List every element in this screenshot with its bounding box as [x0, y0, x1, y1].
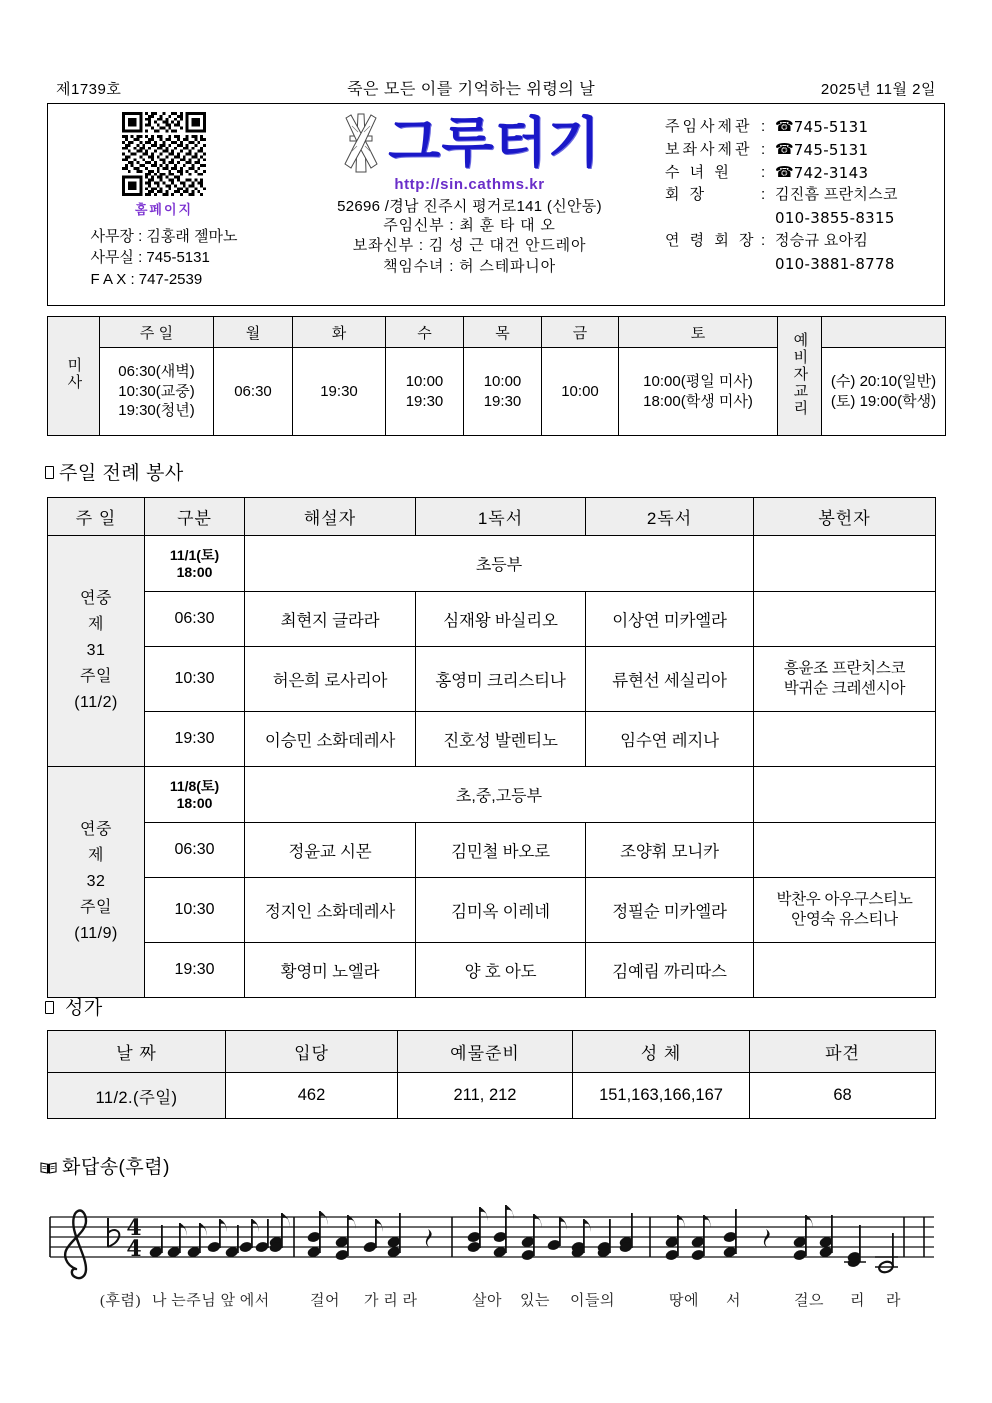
lyric-syllable: 가 리 라 [364, 1293, 418, 1309]
svg-text:4: 4 [126, 1236, 142, 1262]
lyric-syllable: 나 는주님 앞 에서 [152, 1293, 270, 1309]
liturgy-time: 06:30 [145, 592, 245, 647]
contact-label: 연 령 회 장 [665, 231, 757, 249]
contact-row [665, 230, 944, 253]
mass-time-mon: 06:30 [214, 348, 293, 436]
liturgy-time: 06:30 [145, 823, 245, 878]
contact-row [665, 207, 944, 230]
homepage-label: 홈페이지 [134, 202, 194, 217]
liturgy-vigil-offering [754, 536, 936, 592]
mass-col-sunday: 주 일 [100, 317, 214, 348]
contact-value: 745-5131 [793, 140, 869, 159]
liturgy-commentator: 황영미 노엘라 [245, 943, 416, 998]
colon: : [761, 140, 766, 158]
table-row [48, 592, 936, 647]
liturgy-offering: 흥윤조 프란치스코 박귀순 크레센시아 [754, 647, 936, 712]
liturgy-reading2: 이상연 미카엘라 [586, 592, 754, 647]
liturgy-offering [754, 712, 936, 767]
liturgy-section [47, 497, 935, 998]
liturgy-vigil-time: 11/1(토) 18:00 [145, 536, 245, 592]
lyric-syllable: (후렴) [100, 1293, 141, 1309]
telephone-icon: ☎ [775, 163, 794, 181]
liturgy-section-title-text: 주일 전례 봉사 [59, 463, 184, 484]
liturgy-col-commentator: 해설자 [245, 498, 416, 536]
pastor-name: 주임신부 : 최 훈 타 대 오 [383, 217, 556, 234]
telephone-icon: ☎ [775, 140, 794, 158]
mass-row-label [48, 317, 100, 436]
hymn-communion: 151,163,166,167 [573, 1073, 750, 1119]
hymn-section-title-text: 성가 [65, 998, 103, 1019]
contact-label: 보좌사제관 [665, 140, 753, 158]
masthead-center-column [280, 104, 659, 305]
church-address: 52696 /경남 진주시 평거로141 (신안동) [337, 198, 602, 215]
liturgy-reading2: 조양휘 모니카 [586, 823, 754, 878]
bullet-square-icon [45, 1001, 54, 1014]
contact-list [659, 104, 944, 305]
contact-value: 김진흠 프란치스코 [775, 186, 898, 204]
mass-col-mon: 월 [214, 317, 293, 348]
office-info [90, 226, 237, 290]
hymn-section-title [45, 993, 103, 1020]
liturgy-reading1: 홍영미 크리스티나 [416, 647, 586, 712]
colon: : [761, 231, 766, 249]
mass-time-thu: 10:00 19:30 [464, 348, 542, 436]
catechumen-label [778, 317, 822, 436]
liturgy-time: 10:30 [145, 878, 245, 943]
liturgy-commentator: 이승민 소화데레사 [245, 712, 416, 767]
liturgy-reading1: 진호성 발렌티노 [416, 712, 586, 767]
colon: : [761, 118, 766, 135]
contact-row [665, 162, 944, 185]
bulletin-title: 그루터기 [388, 111, 601, 175]
liturgy-offering [754, 943, 936, 998]
contact-value: 742-3143 [793, 163, 869, 182]
cross-tree-logo-icon [338, 112, 384, 174]
liturgy-table [47, 497, 936, 998]
table-row [48, 878, 936, 943]
lyric-syllable: 이들의 [570, 1293, 615, 1309]
hymn-offertory: 211, 212 [398, 1073, 573, 1119]
liturgy-header-row [48, 498, 936, 536]
contact-value: 010-3855-8315 [775, 209, 895, 228]
liturgy-commentator: 정지인 소화데레사 [245, 878, 416, 943]
liturgy-time: 10:30 [145, 647, 245, 712]
catechumen-col-blank [822, 317, 946, 348]
lyric-syllable: 있는 [520, 1293, 550, 1309]
liturgy-reading2: 김예림 까리따스 [586, 943, 754, 998]
table-row [48, 943, 936, 998]
lyric-syllable: 라 [886, 1293, 901, 1309]
office-fax: F A X : 747-2539 [90, 270, 203, 288]
liturgy-reading1: 김민철 바오로 [416, 823, 586, 878]
website-url[interactable]: http://sin.cathms.kr [394, 176, 545, 193]
liturgy-reading1: 심재왕 바실리오 [416, 592, 586, 647]
catechumen-label-text: 예비자교리 [791, 331, 809, 417]
lyric-syllable: 서 [726, 1293, 741, 1309]
hymn-section [47, 1030, 935, 1119]
masthead-logo-row [338, 112, 601, 174]
mass-col-sat: 토 [619, 317, 778, 348]
contact-label: 수 녀 원 [665, 163, 732, 181]
liturgy-vigil-text: 초,중,고등부 [245, 767, 754, 823]
mass-time-sunday: 06:30(새벽) 10:30(교중) 19:30(청년) [100, 348, 214, 436]
svg-text:4: 4 [126, 1215, 142, 1241]
contact-value: 745-5131 [793, 118, 869, 136]
colon: : [761, 186, 766, 204]
liturgy-reading2: 임수연 레지나 [586, 712, 754, 767]
mass-schedule-section [47, 316, 945, 436]
liturgy-vigil-text: 초등부 [245, 536, 754, 592]
contact-row [665, 253, 944, 276]
hymn-col-dismissal: 파견 [750, 1031, 936, 1073]
hymn-col-offertory: 예물준비 [398, 1031, 573, 1073]
hymn-table [47, 1030, 936, 1119]
liturgy-offering [754, 592, 936, 647]
lyric-syllable: 걸어 [310, 1293, 340, 1309]
liturgy-time: 19:30 [145, 712, 245, 767]
issue-number: 제1739호 [56, 81, 122, 98]
liturgy-col-reading2: 2독서 [586, 498, 754, 536]
liturgy-week-label: 연중 제 32 주일 (11/9) [48, 767, 145, 998]
masthead-left-column [48, 104, 280, 305]
hymn-dismissal: 68 [750, 1073, 936, 1119]
qr-code-icon[interactable] [122, 112, 206, 196]
lyric-syllable: 걸으 [794, 1293, 824, 1309]
mass-time-wed: 10:00 19:30 [386, 348, 464, 436]
liturgy-commentator: 허은희 로사리아 [245, 647, 416, 712]
hymn-date: 11/2.(주일) [48, 1073, 226, 1119]
contact-row [665, 139, 944, 162]
liturgy-col-reading1: 1독서 [416, 498, 586, 536]
catechumen-times: (수) 20:10(일반) (토) 19:00(학생) [822, 348, 946, 436]
masthead-box [47, 103, 945, 306]
liturgy-commentator: 최현지 글라라 [245, 592, 416, 647]
liturgy-reading1: 김미옥 이레네 [416, 878, 586, 943]
sister-name: 책임수녀 : 허 스테파니아 [383, 257, 556, 275]
bullet-square-icon [45, 466, 54, 479]
liturgy-col-type: 구분 [145, 498, 245, 536]
mass-label-text: 미사 [65, 357, 83, 391]
table-row [48, 767, 936, 823]
table-row [48, 536, 936, 592]
table-row [48, 712, 936, 767]
liturgy-reading2: 류현선 세실리아 [586, 647, 754, 712]
psalm-section-title-text: 화답송(후렴) [62, 1157, 170, 1178]
hymn-col-communion: 성 체 [573, 1031, 750, 1073]
office-phone: 사무실 : 745-5131 [90, 249, 210, 267]
liturgy-offering: 박찬우 아우구스티노 안영숙 유스티나 [754, 878, 936, 943]
lyric-syllable: 리 [850, 1293, 865, 1309]
colon: : [761, 163, 766, 181]
liturgy-reading1: 양 호 아도 [416, 943, 586, 998]
mass-time-sat: 10:00(평일 미사) 18:00(학생 미사) [619, 348, 778, 436]
liturgy-commentator: 정윤교 시몬 [245, 823, 416, 878]
table-row [48, 647, 936, 712]
mass-col-fri: 금 [542, 317, 619, 348]
contact-row [665, 184, 944, 207]
liturgy-offering [754, 823, 936, 878]
liturgy-vigil-time: 11/8(토) 18:00 [145, 767, 245, 823]
mass-col-wed: 수 [386, 317, 464, 348]
hymn-col-entrance: 입당 [226, 1031, 398, 1073]
liturgy-reading2: 정필순 미카엘라 [586, 878, 754, 943]
psalm-music-notation [42, 1185, 942, 1315]
psalm-section-title [40, 1152, 170, 1179]
liturgy-section-title [45, 458, 184, 485]
hymn-col-date: 날 짜 [48, 1031, 226, 1073]
liturgy-vigil-offering [754, 767, 936, 823]
open-book-icon [40, 1161, 57, 1174]
contact-value: 010-3881-8778 [775, 254, 895, 273]
contact-label: 회 장 [665, 186, 708, 204]
mass-header-row [48, 317, 946, 348]
liturgy-time: 19:30 [145, 943, 245, 998]
lyric-syllable: 땅에 [669, 1293, 699, 1309]
liturgy-col-offering: 봉헌자 [754, 498, 936, 536]
liturgy-week-label: 연중 제 31 주일 (11/2) [48, 536, 145, 767]
table-row [48, 823, 936, 878]
mass-col-tue: 화 [293, 317, 386, 348]
associate-pastor-name: 보좌신부 : 김 성 근 대건 안드레아 [352, 237, 587, 255]
telephone-icon: ☎ [775, 118, 794, 135]
feast-title: 죽은 모든 이를 기억하는 위령의 날 [347, 81, 596, 98]
mass-schedule-table [47, 316, 946, 436]
publication-date: 2025년 11월 2일 [820, 81, 936, 98]
mass-col-thu: 목 [464, 317, 542, 348]
contact-value: 정승규 요아킴 [775, 231, 869, 249]
table-row [48, 1073, 936, 1119]
contact-row [665, 116, 944, 139]
hymn-entrance: 462 [226, 1073, 398, 1119]
lyric-syllable: 살아 [472, 1293, 502, 1309]
mass-time-fri: 10:00 [542, 348, 619, 436]
liturgy-col-sunday: 주 일 [48, 498, 145, 536]
contact-label: 주임사제관 [665, 118, 753, 135]
mass-time-tue: 19:30 [293, 348, 386, 436]
office-manager: 사무장 : 김홍래 젤마노 [90, 228, 238, 245]
top-header-line [56, 76, 936, 99]
hymn-header-row [48, 1031, 936, 1073]
